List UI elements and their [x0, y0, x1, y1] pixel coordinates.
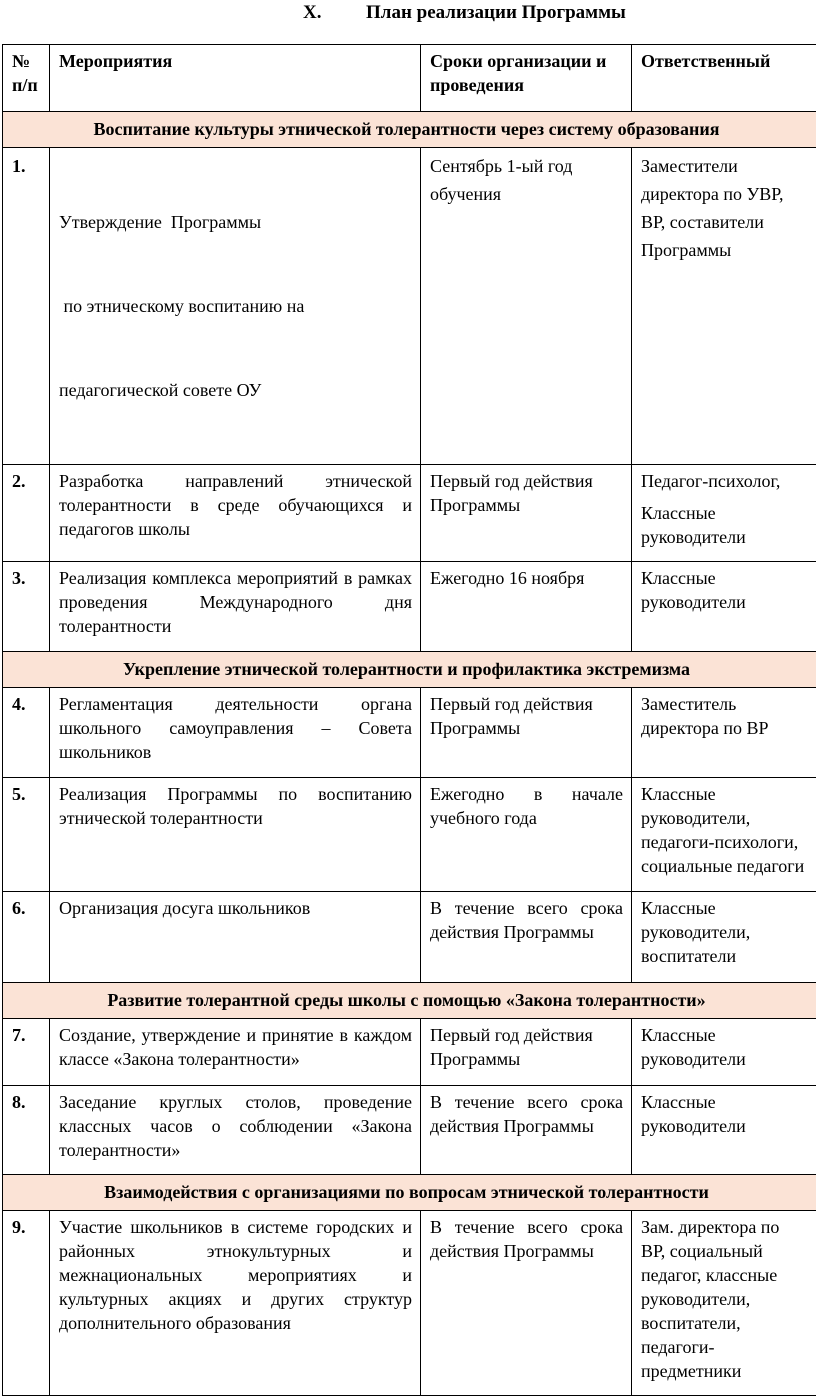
table-row — [3, 892, 816, 983]
event-line: по этническому воспитанию на — [59, 292, 412, 320]
table-row — [3, 1086, 816, 1175]
event-line: Утверждение Программы — [59, 208, 412, 236]
responsible-line: Классные — [641, 1090, 816, 1114]
responsible-line: Классные — [641, 566, 816, 590]
row-responsible — [632, 1086, 816, 1175]
row-event — [50, 148, 421, 465]
row-responsible — [632, 688, 816, 778]
table-header-row — [3, 45, 816, 112]
table-row — [3, 688, 816, 778]
row-number: 3. — [3, 562, 50, 652]
row-number: 9. — [3, 1211, 50, 1396]
row-dates: Первый год действия Программы — [421, 465, 632, 562]
responsible-line: руководители — [641, 525, 816, 549]
row-dates: В течение всего срока действия Программы — [421, 1211, 632, 1396]
event-line: педагогической совете ОУ — [59, 376, 412, 404]
row-number: 1. — [3, 148, 50, 465]
responsible-line: Классные — [641, 1023, 816, 1047]
section-title: Развитие толерантной среды школы с помощью «Закона толерантности» — [3, 983, 816, 1019]
responsible-line: Классные — [641, 782, 816, 806]
section-row — [3, 112, 816, 148]
section-title: Укрепление этнической толерантности и профилактика экстремизма — [3, 652, 816, 688]
row-number: 2. — [3, 465, 50, 562]
row-responsible — [632, 1211, 816, 1396]
title-text: План реализации Программы — [366, 2, 626, 24]
row-number: 8. — [3, 1086, 50, 1175]
responsible-line: ВР, составители — [641, 208, 816, 236]
plan-table — [2, 44, 816, 1396]
row-event: Заседание круглых столов, проведение классных часов о соблюдении «Закона толерантности» — [50, 1086, 421, 1175]
section-row — [3, 652, 816, 688]
row-event: Разработка направлений этнической толерантности в среде обучающихся и педагогов школы — [50, 465, 421, 562]
responsible-line: руководители, — [641, 806, 816, 830]
title-number: X. — [303, 2, 321, 24]
row-dates: Сентябрь 1-ый год обучения — [421, 148, 632, 465]
row-dates: Первый год действия Программы — [421, 1019, 632, 1086]
responsible-line: предметники — [641, 1359, 816, 1383]
responsible-line: Зам. директора по — [641, 1215, 816, 1239]
row-event: Регламентация деятельности органа школьного самоуправления – Совета школьников — [50, 688, 421, 778]
responsible-line: Заместитель — [641, 692, 816, 716]
responsible-line: руководители, — [641, 1287, 816, 1311]
responsible-line: руководители, — [641, 920, 816, 944]
responsible-line: руководители — [641, 1114, 816, 1138]
row-dates: В течение всего срока действия Программы — [421, 892, 632, 983]
row-dates: В течение всего срока действия Программы — [421, 1086, 632, 1175]
row-number: 7. — [3, 1019, 50, 1086]
row-number: 5. — [3, 778, 50, 892]
table-row — [3, 148, 816, 465]
row-event: Реализация Программы по воспитанию этнической толерантности — [50, 778, 421, 892]
row-responsible — [632, 1019, 816, 1086]
table-row — [3, 465, 816, 562]
responsible-line: Заместители — [641, 152, 816, 180]
header-event: Мероприятия — [50, 45, 421, 112]
responsible-line: Классные — [641, 501, 816, 525]
section-title: Воспитание культуры этнической толерантности через систему образования — [3, 112, 816, 148]
responsible-line: Педагог-психолог, — [641, 469, 816, 493]
responsible-line: Программы — [641, 236, 816, 264]
responsible-line: педагоги-психологи, — [641, 830, 816, 854]
responsible-line: директора по УВР, — [641, 180, 816, 208]
section-title: Взаимодействия с организациями по вопросам этнической толерантности — [3, 1175, 816, 1211]
row-dates: Ежегодно 16 ноября — [421, 562, 632, 652]
responsible-line: воспитатели, — [641, 1311, 816, 1335]
responsible-line: социальные педагоги — [641, 854, 816, 878]
row-responsible — [632, 892, 816, 983]
table-row — [3, 562, 816, 652]
responsible-line: директора по ВР — [641, 716, 816, 740]
row-event: Реализация комплекса мероприятий в рамках проведения Международного дня толерантности — [50, 562, 421, 652]
header-dates: Сроки организации и проведения — [421, 45, 632, 112]
row-responsible — [632, 778, 816, 892]
section-row — [3, 1175, 816, 1211]
row-responsible — [632, 562, 816, 652]
responsible-line: ВР, социальный — [641, 1239, 816, 1263]
row-responsible — [632, 465, 816, 562]
section-row — [3, 983, 816, 1019]
responsible-line: воспитатели — [641, 944, 816, 968]
row-number: 6. — [3, 892, 50, 983]
table-row — [3, 1211, 816, 1396]
line-gap — [641, 493, 816, 501]
header-num: № п/п — [3, 45, 50, 112]
responsible-line: педагог, классные — [641, 1263, 816, 1287]
responsible-line: руководители — [641, 590, 816, 614]
responsible-line: педагоги- — [641, 1335, 816, 1359]
responsible-line: руководители — [641, 1047, 816, 1071]
row-event: Создание, утверждение и принятие в каждом классе «Закона толерантности» — [50, 1019, 421, 1086]
table-row — [3, 1019, 816, 1086]
row-event: Организация досуга школьников — [50, 892, 421, 983]
row-event: Участие школьников в системе городских и районных этнокультурных и межнациональных мероприятиях и культурных акциях и других структур дополнительного образования — [50, 1211, 421, 1396]
row-responsible — [632, 148, 816, 465]
row-number: 4. — [3, 688, 50, 778]
row-dates: Первый год действия Программы — [421, 688, 632, 778]
document-title — [0, 2, 816, 28]
table-row — [3, 778, 816, 892]
responsible-line: Классные — [641, 896, 816, 920]
header-responsible: Ответственный — [632, 45, 816, 112]
row-dates: Ежегодно в начале учебного года — [421, 778, 632, 892]
